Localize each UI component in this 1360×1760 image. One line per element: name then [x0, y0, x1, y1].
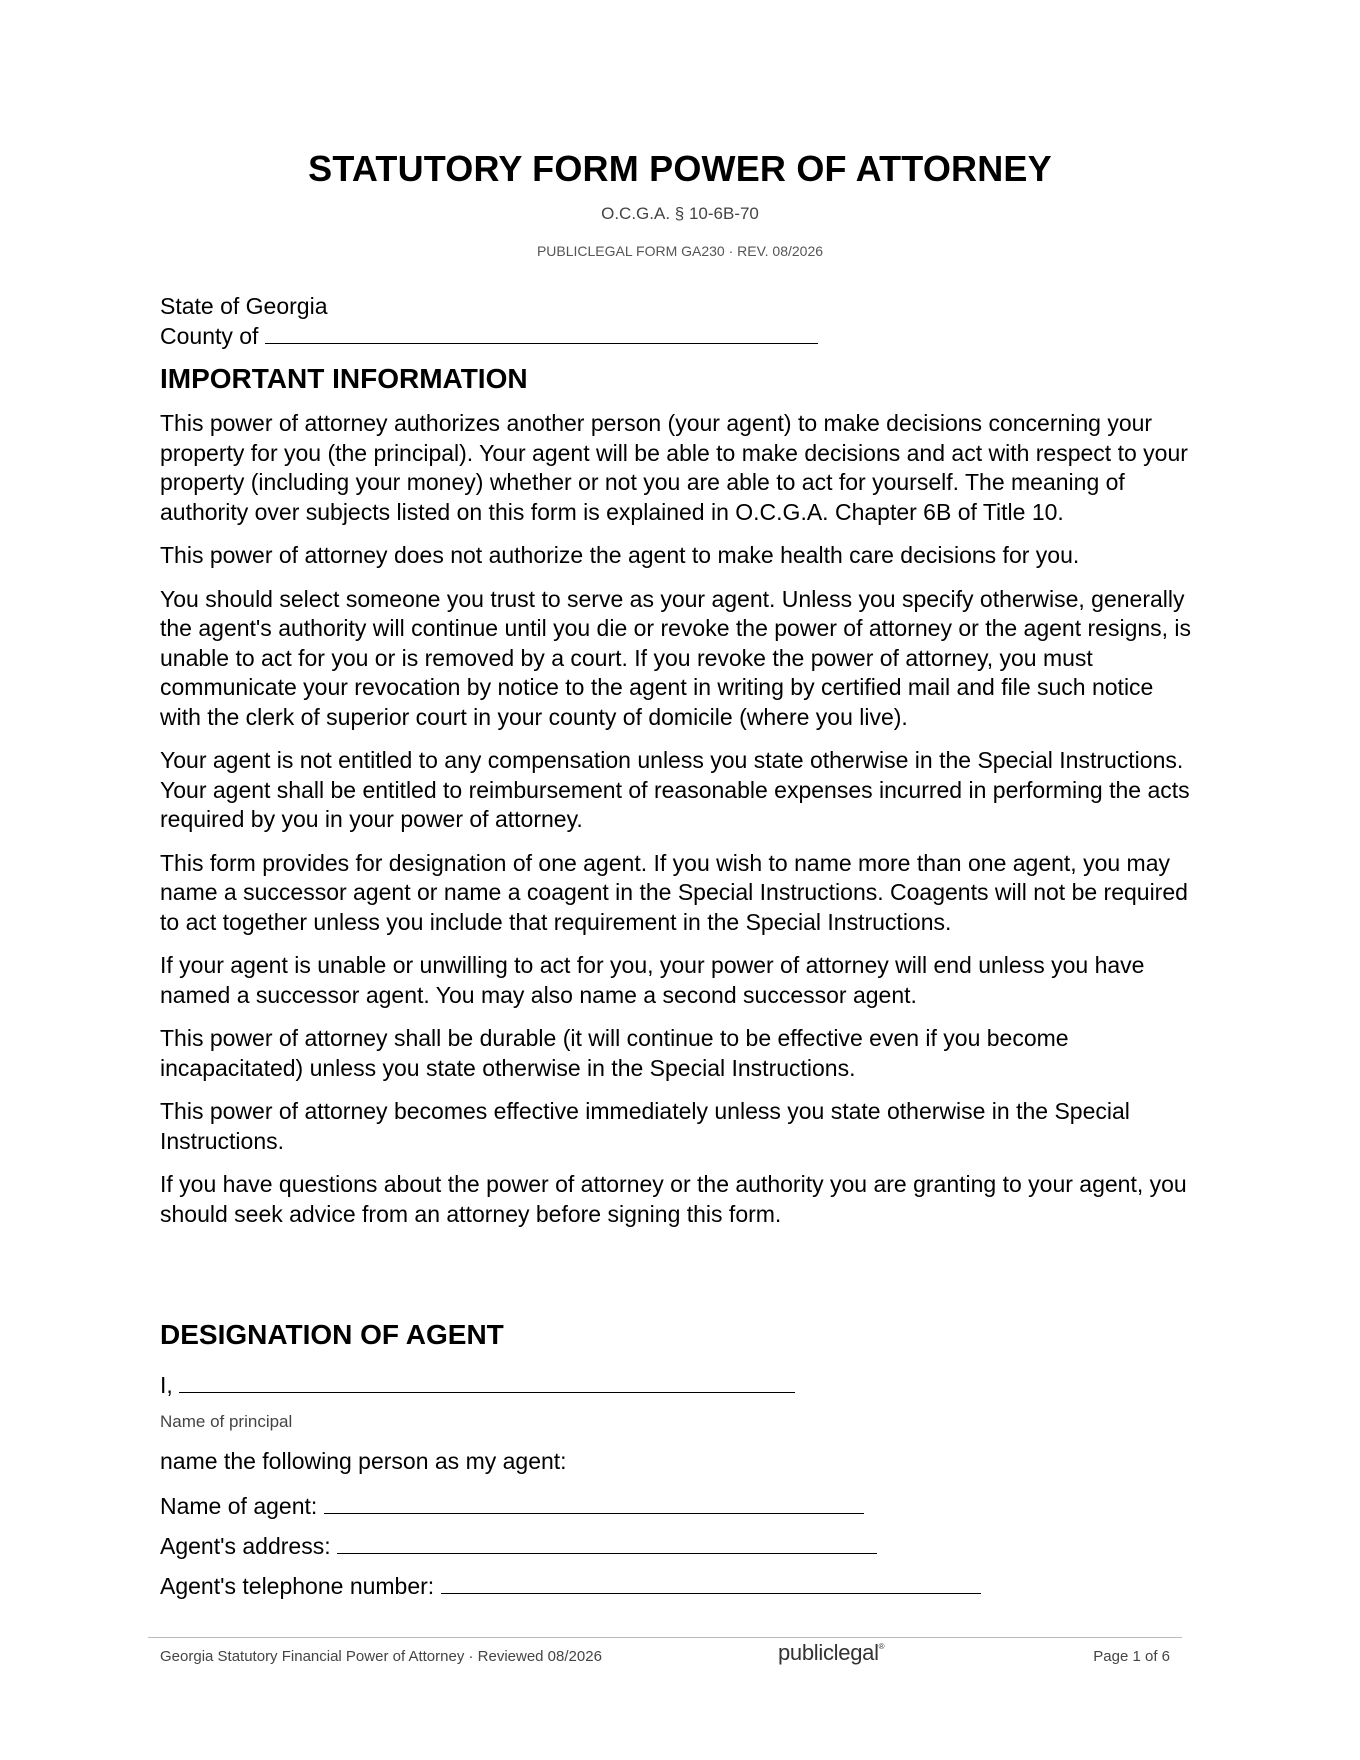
- principal-line: [160, 1370, 1200, 1400]
- agent-phone-line: [160, 1571, 1200, 1601]
- form-identifier: PUBLICLEGAL FORM GA230 · REV. 08/2026: [536, 243, 824, 259]
- agent-address-line: [160, 1531, 1200, 1561]
- info-paragraph: This form provides for designation of one agent. If you wish to name more than one agent, you may name a successor agent or name a coagent in the Special Instructions. Coagents will not be required to act together unless you include that requirement in the Special Instructions.: [160, 849, 1188, 935]
- designation-section: [160, 1318, 1200, 1601]
- principal-name-blank[interactable]: [179, 1370, 795, 1393]
- principal-caption: Name of principal: [160, 1412, 293, 1431]
- page-number: Page 1 of 6: [1093, 1648, 1170, 1665]
- agent-phone-label: Agent's telephone number:: [160, 1573, 435, 1599]
- important-information-heading: IMPORTANT INFORMATION: [160, 363, 528, 394]
- agent-name-blank[interactable]: [324, 1491, 864, 1514]
- county-label: County of: [160, 323, 259, 349]
- info-paragraph: This power of attorney becomes effective immediately unless you state otherwise in the Special Instructions.: [160, 1098, 1130, 1154]
- footer-form-description: Georgia Statutory Financial Power of Attorney · Reviewed 08/2026: [160, 1648, 602, 1665]
- important-information-section: [160, 362, 1200, 1243]
- publiclegal-logo: [778, 1640, 884, 1666]
- info-paragraph: This power of attorney shall be durable (it will continue to be effective even if you become incapacitated) unless you state otherwise in the Special Instructions.: [160, 1025, 1069, 1081]
- info-paragraph: This power of attorney authorizes another person (your agent) to make decisions concerning your property for you (the principal). Your agent will be able to make decisions and act with respect to your property (including your money) whether or not you are able to act for yourself. The meaning of authority over subjects listed on this form is explained in O.C.G.A. Chapter 6B of Title 10.: [160, 410, 1188, 525]
- agent-phone-blank[interactable]: [441, 1571, 981, 1594]
- info-paragraph: Your agent is not entitled to any compensation unless you state otherwise in the Special Instructions. Your agent shall be entitled to reimbursement of reasonable expenses incurred in performing the acts required by you in your power of attorney.: [160, 747, 1190, 832]
- agent-address-blank[interactable]: [337, 1531, 877, 1554]
- info-paragraph: You should select someone you trust to serve as your agent. Unless you specify otherwise, generally the agent's authority will continue until you die or revoke the power of attorney or the agent resigns, is unable to act for you or is removed by a court. If you revoke the power of attorney, you must communicate your revocation by notice to the agent in writing by certified mail and file such notice with the clerk of superior court in your county of domicile (where you live).: [160, 585, 1192, 730]
- info-paragraph: If your agent is unable or unwilling to act for you, your power of attorney will end unless you have named a successor agent. You may also name a second successor agent.: [160, 952, 1145, 1008]
- county-blank[interactable]: [265, 321, 818, 344]
- logo-wordmark: publiclegal: [778, 1640, 879, 1665]
- statute-citation: O.C.G.A. § 10-6B-70: [601, 204, 759, 223]
- agent-name-label: Name of agent:: [160, 1493, 318, 1519]
- info-paragraph: This power of attorney does not authorize the agent to make health care decisions for you.: [160, 542, 1080, 568]
- county-line: [160, 321, 1200, 351]
- agent-name-line: [160, 1491, 1200, 1521]
- info-paragraph: If you have questions about the power of attorney or the authority you are granting to your agent, you should seek advice from an attorney before signing this form.: [160, 1171, 1187, 1227]
- agent-address-label: Agent's address:: [160, 1533, 331, 1559]
- designation-heading: DESIGNATION OF AGENT: [160, 1319, 504, 1350]
- state-line: State of Georgia: [160, 293, 328, 319]
- principal-prefix: I,: [160, 1372, 173, 1398]
- footer-divider: [148, 1637, 1182, 1638]
- designation-statement: name the following person as my agent:: [160, 1448, 567, 1474]
- registered-mark: ®: [878, 1642, 885, 1651]
- jurisdiction-block: [160, 291, 1200, 351]
- page-title: STATUTORY FORM POWER OF ATTORNEY: [308, 148, 1052, 189]
